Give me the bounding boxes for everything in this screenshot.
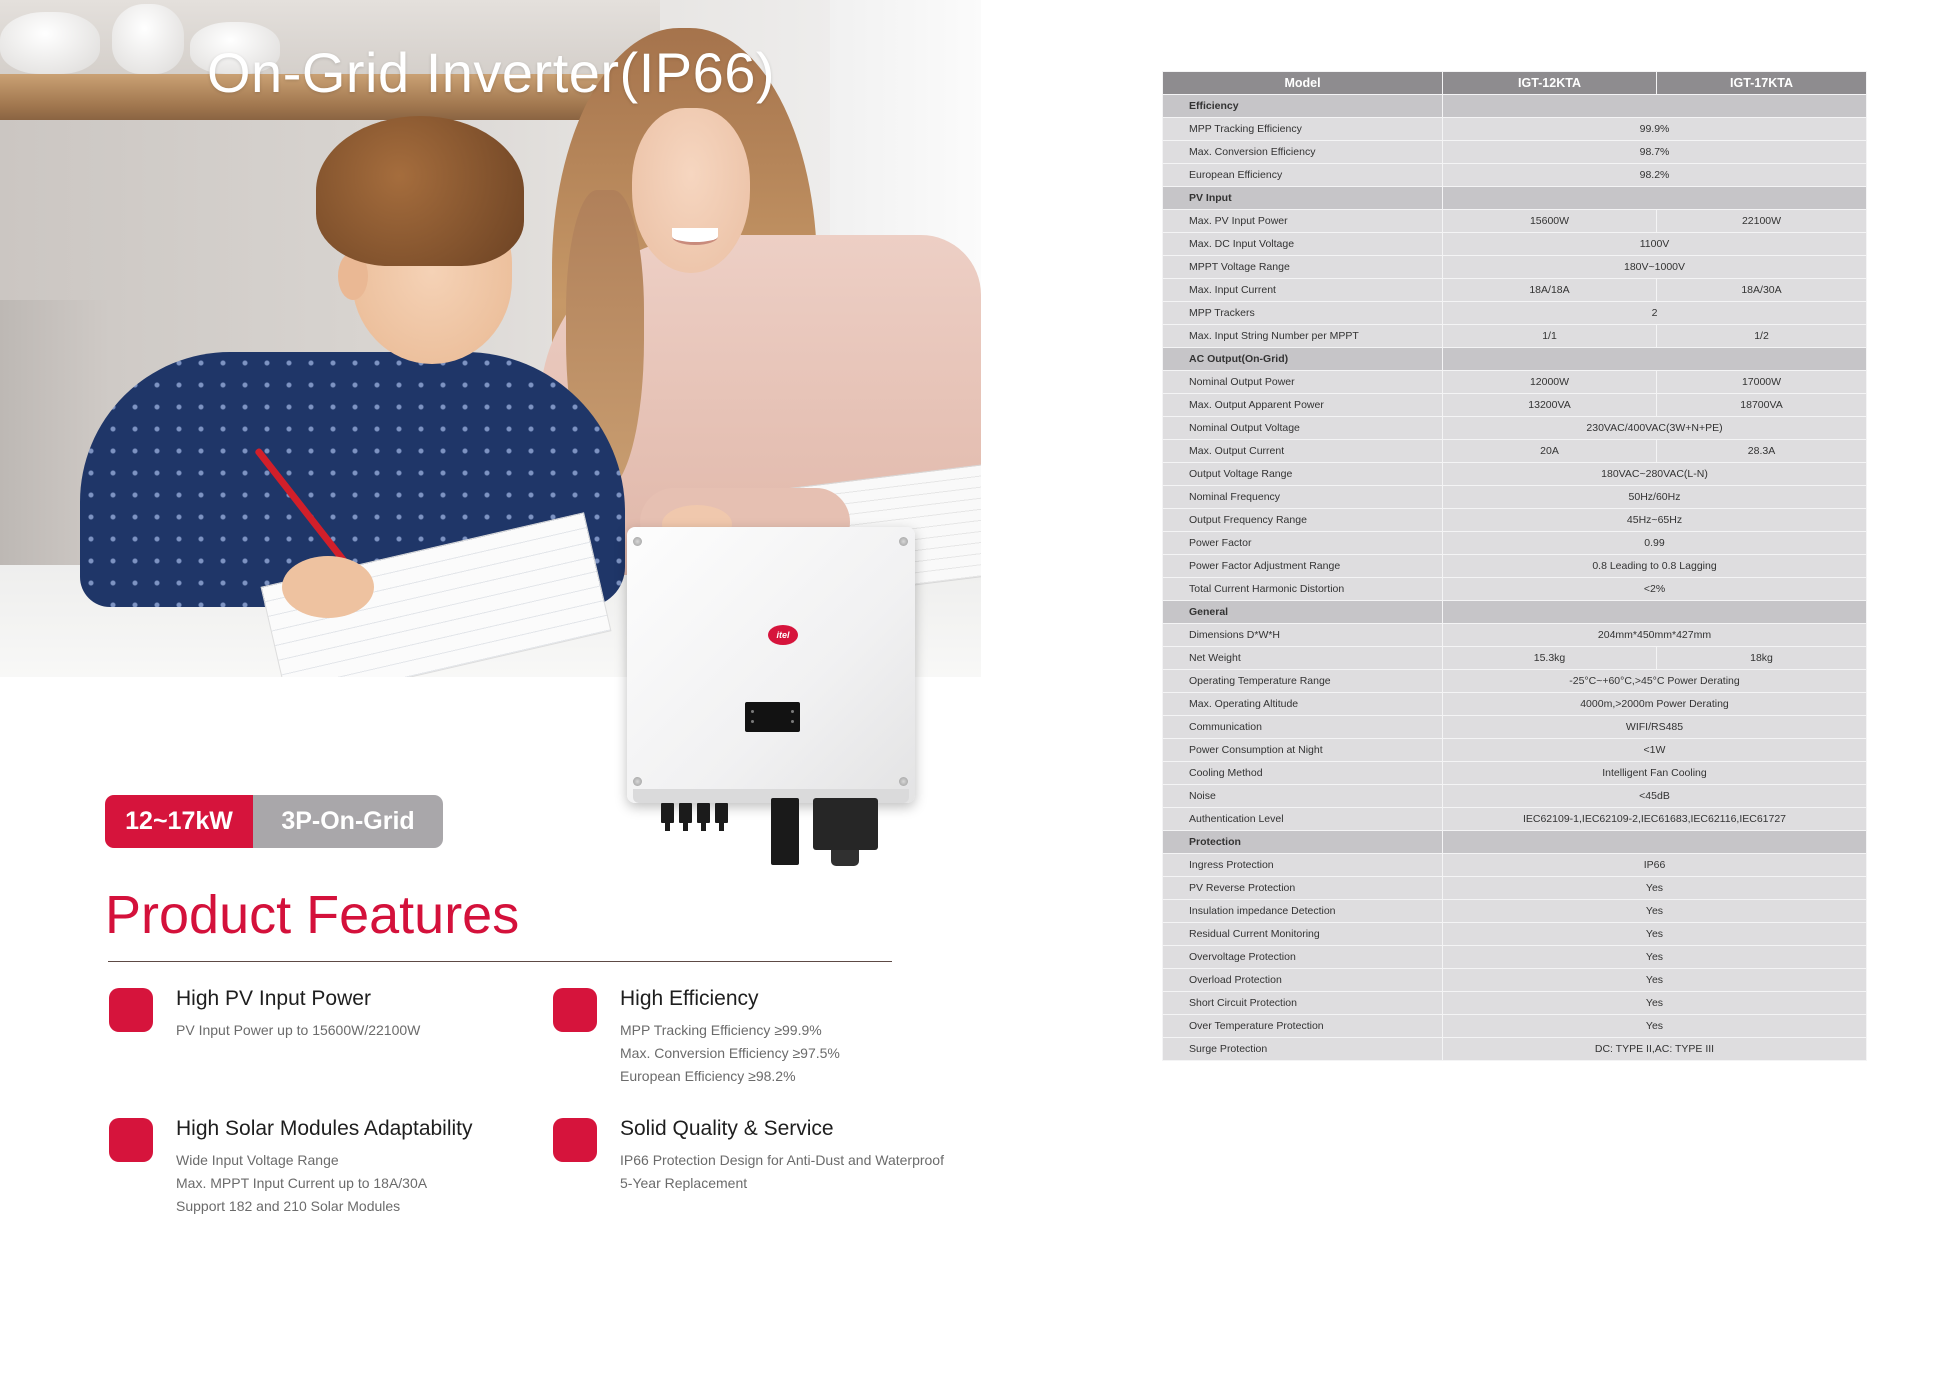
spec-label: Max. Input Current [1163,279,1443,302]
feature-line: PV Input Power up to 15600W/22100W [176,1022,421,1038]
grid-type-label: 3P-On-Grid [253,795,443,848]
red-square-icon [553,988,597,1032]
photo-woman-smile [672,228,718,245]
led-icon [791,720,794,723]
spec-row [1163,417,1867,440]
spec-label: Max. Conversion Efficiency [1163,141,1443,164]
connector-pin [701,823,706,831]
spec-row [1163,670,1867,693]
spec-label: Residual Current Monitoring [1163,923,1443,946]
spec-section-row [1163,95,1867,118]
spec-row [1163,578,1867,601]
spec-value-igt-12kta: 12000W [1443,371,1657,394]
spec-label: Max. PV Input Power [1163,210,1443,233]
spec-header-model: Model [1163,72,1443,95]
spec-value-shared: 45Hz~65Hz [1443,509,1867,532]
spec-row [1163,1015,1867,1038]
spec-row [1163,509,1867,532]
spec-label: MPPT Voltage Range [1163,256,1443,279]
power-range-label: 12~17kW [105,795,253,848]
spec-label: Power Consumption at Night [1163,739,1443,762]
red-square-icon [109,1118,153,1162]
spec-label: Power Factor [1163,532,1443,555]
dc-connector-icon [715,803,728,823]
connector-pin [719,823,724,831]
spec-value-igt-17kta: 28.3A [1657,440,1867,463]
spec-row [1163,739,1867,762]
spec-label: MPP Trackers [1163,302,1443,325]
spec-section-fill [1443,348,1867,371]
spec-table-body [1163,95,1867,1061]
spec-label: Cooling Method [1163,762,1443,785]
red-square-icon [109,988,153,1032]
spec-value-shared: 0.8 Leading to 0.8 Lagging [1443,555,1867,578]
spec-value-igt-17kta: 1/2 [1657,325,1867,348]
spec-value-shared: IP66 [1443,854,1867,877]
feature-line: MPP Tracking Efficiency ≥99.9% [620,1022,822,1038]
spec-row [1163,486,1867,509]
screw-icon [899,537,908,546]
feature-line: Wide Input Voltage Range [176,1152,339,1168]
spec-label: Nominal Output Voltage [1163,417,1443,440]
spec-value-shared: Yes [1443,877,1867,900]
spec-label: Max. Output Apparent Power [1163,394,1443,417]
spec-row [1163,141,1867,164]
spec-section-fill [1443,95,1867,118]
ac-terminal-box [813,798,878,850]
hero-title: On-Grid Inverter(IP66) [207,41,776,104]
photo-child-hair [316,116,524,266]
led-icon [751,710,754,713]
spec-value-igt-17kta: 18A/30A [1657,279,1867,302]
spec-label: Insulation impedance Detection [1163,900,1443,923]
spec-value-shared: Intelligent Fan Cooling [1443,762,1867,785]
spec-row [1163,302,1867,325]
spec-label: European Efficiency [1163,164,1443,187]
spec-row [1163,1038,1867,1061]
spec-value-shared: -25°C~+60°C,>45°C Power Derating [1443,670,1867,693]
spec-value-igt-17kta: 22100W [1657,210,1867,233]
spec-label: MPP Tracking Efficiency [1163,118,1443,141]
spec-row [1163,992,1867,1015]
spec-value-igt-12kta: 15.3kg [1443,647,1657,670]
feature-title: High Solar Modules Adaptability [176,1117,473,1140]
spec-header-igt-12kta: IGT-12KTA [1443,72,1657,95]
spec-label: Nominal Frequency [1163,486,1443,509]
spec-label: Output Voltage Range [1163,463,1443,486]
feature-title: High PV Input Power [176,987,371,1010]
spec-value-shared: DC: TYPE II,AC: TYPE III [1443,1038,1867,1061]
spec-value-igt-17kta: 18kg [1657,647,1867,670]
spec-row [1163,256,1867,279]
led-icon [791,710,794,713]
spec-row [1163,647,1867,670]
connector-pin [665,823,670,831]
spec-table [1162,71,1867,1061]
spec-row [1163,877,1867,900]
spec-section-label: General [1163,601,1443,624]
spec-value-shared: Yes [1443,946,1867,969]
spec-value-igt-17kta: 18700VA [1657,394,1867,417]
spec-section-row [1163,601,1867,624]
spec-value-shared: Yes [1443,969,1867,992]
features-divider [108,961,892,962]
spec-value-shared: 180VAC~280VAC(L-N) [1443,463,1867,486]
photo-child-hand [282,556,374,618]
inverter-display [745,702,800,732]
brand-logo: itel [768,625,798,645]
photo-bowl [0,12,100,74]
spec-value-shared: 50Hz/60Hz [1443,486,1867,509]
spec-row [1163,118,1867,141]
spec-row [1163,233,1867,256]
spec-label: Overvoltage Protection [1163,946,1443,969]
spec-value-igt-12kta: 15600W [1443,210,1657,233]
spec-label: Power Factor Adjustment Range [1163,555,1443,578]
spec-label: Noise [1163,785,1443,808]
spec-value-shared: 98.7% [1443,141,1867,164]
spec-row [1163,394,1867,417]
feature-title: High Efficiency [620,987,759,1010]
screw-icon [633,777,642,786]
spec-value-shared: IEC62109-1,IEC62109-2,IEC61683,IEC62116,IEC61727 [1443,808,1867,831]
spec-row [1163,279,1867,302]
spec-row [1163,371,1867,394]
spec-label: Authentication Level [1163,808,1443,831]
spec-label: Ingress Protection [1163,854,1443,877]
spec-label: Surge Protection [1163,1038,1443,1061]
spec-value-shared: 2 [1443,302,1867,325]
inverter-body [627,527,915,803]
spec-section-label: AC Output(On-Grid) [1163,348,1443,371]
spec-value-shared: 99.9% [1443,118,1867,141]
spec-value-shared: 1100V [1443,233,1867,256]
spec-label: Max. Input String Number per MPPT [1163,325,1443,348]
spec-label: Total Current Harmonic Distortion [1163,578,1443,601]
spec-header-row [1163,72,1867,95]
spec-value-shared: <1W [1443,739,1867,762]
feature-line: European Efficiency ≥98.2% [620,1068,796,1084]
spec-label: Operating Temperature Range [1163,670,1443,693]
screw-icon [899,777,908,786]
spec-value-shared: Yes [1443,1015,1867,1038]
spec-label: Max. Output Current [1163,440,1443,463]
screw-icon [633,537,642,546]
spec-section-fill [1443,187,1867,210]
feature-line: 5-Year Replacement [620,1175,748,1191]
spec-row [1163,716,1867,739]
cable-gland-icon [831,850,859,866]
connector-pin [683,823,688,831]
feature-line: Max. Conversion Efficiency ≥97.5% [620,1045,840,1061]
spec-row [1163,325,1867,348]
spec-row [1163,210,1867,233]
spec-section-row [1163,187,1867,210]
inverter-product-image [627,527,915,867]
feature-line: Max. MPPT Input Current up to 18A/30A [176,1175,428,1191]
spec-label: Net Weight [1163,647,1443,670]
spec-row [1163,785,1867,808]
spec-value-shared: WIFI/RS485 [1443,716,1867,739]
feature-line: Support 182 and 210 Solar Modules [176,1198,401,1214]
spec-value-shared: 0.99 [1443,532,1867,555]
spec-value-shared: <2% [1443,578,1867,601]
spec-header-igt-17kta: IGT-17KTA [1657,72,1867,95]
spec-value-shared: Yes [1443,992,1867,1015]
spec-section-row [1163,348,1867,371]
spec-section-fill [1443,831,1867,854]
spec-value-igt-12kta: 13200VA [1443,394,1657,417]
spec-value-igt-12kta: 1/1 [1443,325,1657,348]
spec-label: Max. DC Input Voltage [1163,233,1443,256]
features-heading: Product Features [105,885,520,945]
spec-value-shared: 4000m,>2000m Power Derating [1443,693,1867,716]
dc-switch-icon [771,798,799,865]
spec-section-fill [1443,601,1867,624]
spec-value-igt-12kta: 20A [1443,440,1657,463]
spec-value-shared: 204mm*450mm*427mm [1443,624,1867,647]
dc-connector-icon [697,803,710,823]
spec-row [1163,463,1867,486]
spec-row [1163,532,1867,555]
spec-label: Dimensions D*W*H [1163,624,1443,647]
spec-value-shared: 98.2% [1443,164,1867,187]
spec-label: Short Circuit Protection [1163,992,1443,1015]
spec-label: Communication [1163,716,1443,739]
spec-value-igt-12kta: 18A/18A [1443,279,1657,302]
spec-row [1163,555,1867,578]
spec-value-shared: Yes [1443,923,1867,946]
spec-row [1163,693,1867,716]
spec-row [1163,164,1867,187]
red-square-icon [553,1118,597,1162]
spec-value-shared: <45dB [1443,785,1867,808]
feature-line: IP66 Protection Design for Anti-Dust and Waterproof [620,1152,944,1168]
spec-row [1163,808,1867,831]
spec-row [1163,854,1867,877]
spec-value-shared: 180V~1000V [1443,256,1867,279]
photo-bowl [112,4,184,74]
led-icon [751,720,754,723]
spec-section-label: Efficiency [1163,95,1443,118]
spec-section-row [1163,831,1867,854]
dc-connector-icon [661,803,674,823]
spec-value-igt-17kta: 17000W [1657,371,1867,394]
spec-label: Max. Operating Altitude [1163,693,1443,716]
feature-title: Solid Quality & Service [620,1117,834,1140]
spec-row [1163,946,1867,969]
spec-label: Output Frequency Range [1163,509,1443,532]
spec-row [1163,969,1867,992]
spec-row [1163,624,1867,647]
dc-connector-icon [679,803,692,823]
spec-value-shared: 230VAC/400VAC(3W+N+PE) [1443,417,1867,440]
spec-label: Overload Protection [1163,969,1443,992]
spec-label: Over Temperature Protection [1163,1015,1443,1038]
spec-label: Nominal Output Power [1163,371,1443,394]
photo-woman-face [632,108,750,273]
spec-row [1163,762,1867,785]
spec-section-label: PV Input [1163,187,1443,210]
spec-label: PV Reverse Protection [1163,877,1443,900]
spec-row [1163,440,1867,463]
spec-value-shared: Yes [1443,900,1867,923]
spec-row [1163,923,1867,946]
power-badge [105,795,443,848]
spec-row [1163,900,1867,923]
spec-section-label: Protection [1163,831,1443,854]
